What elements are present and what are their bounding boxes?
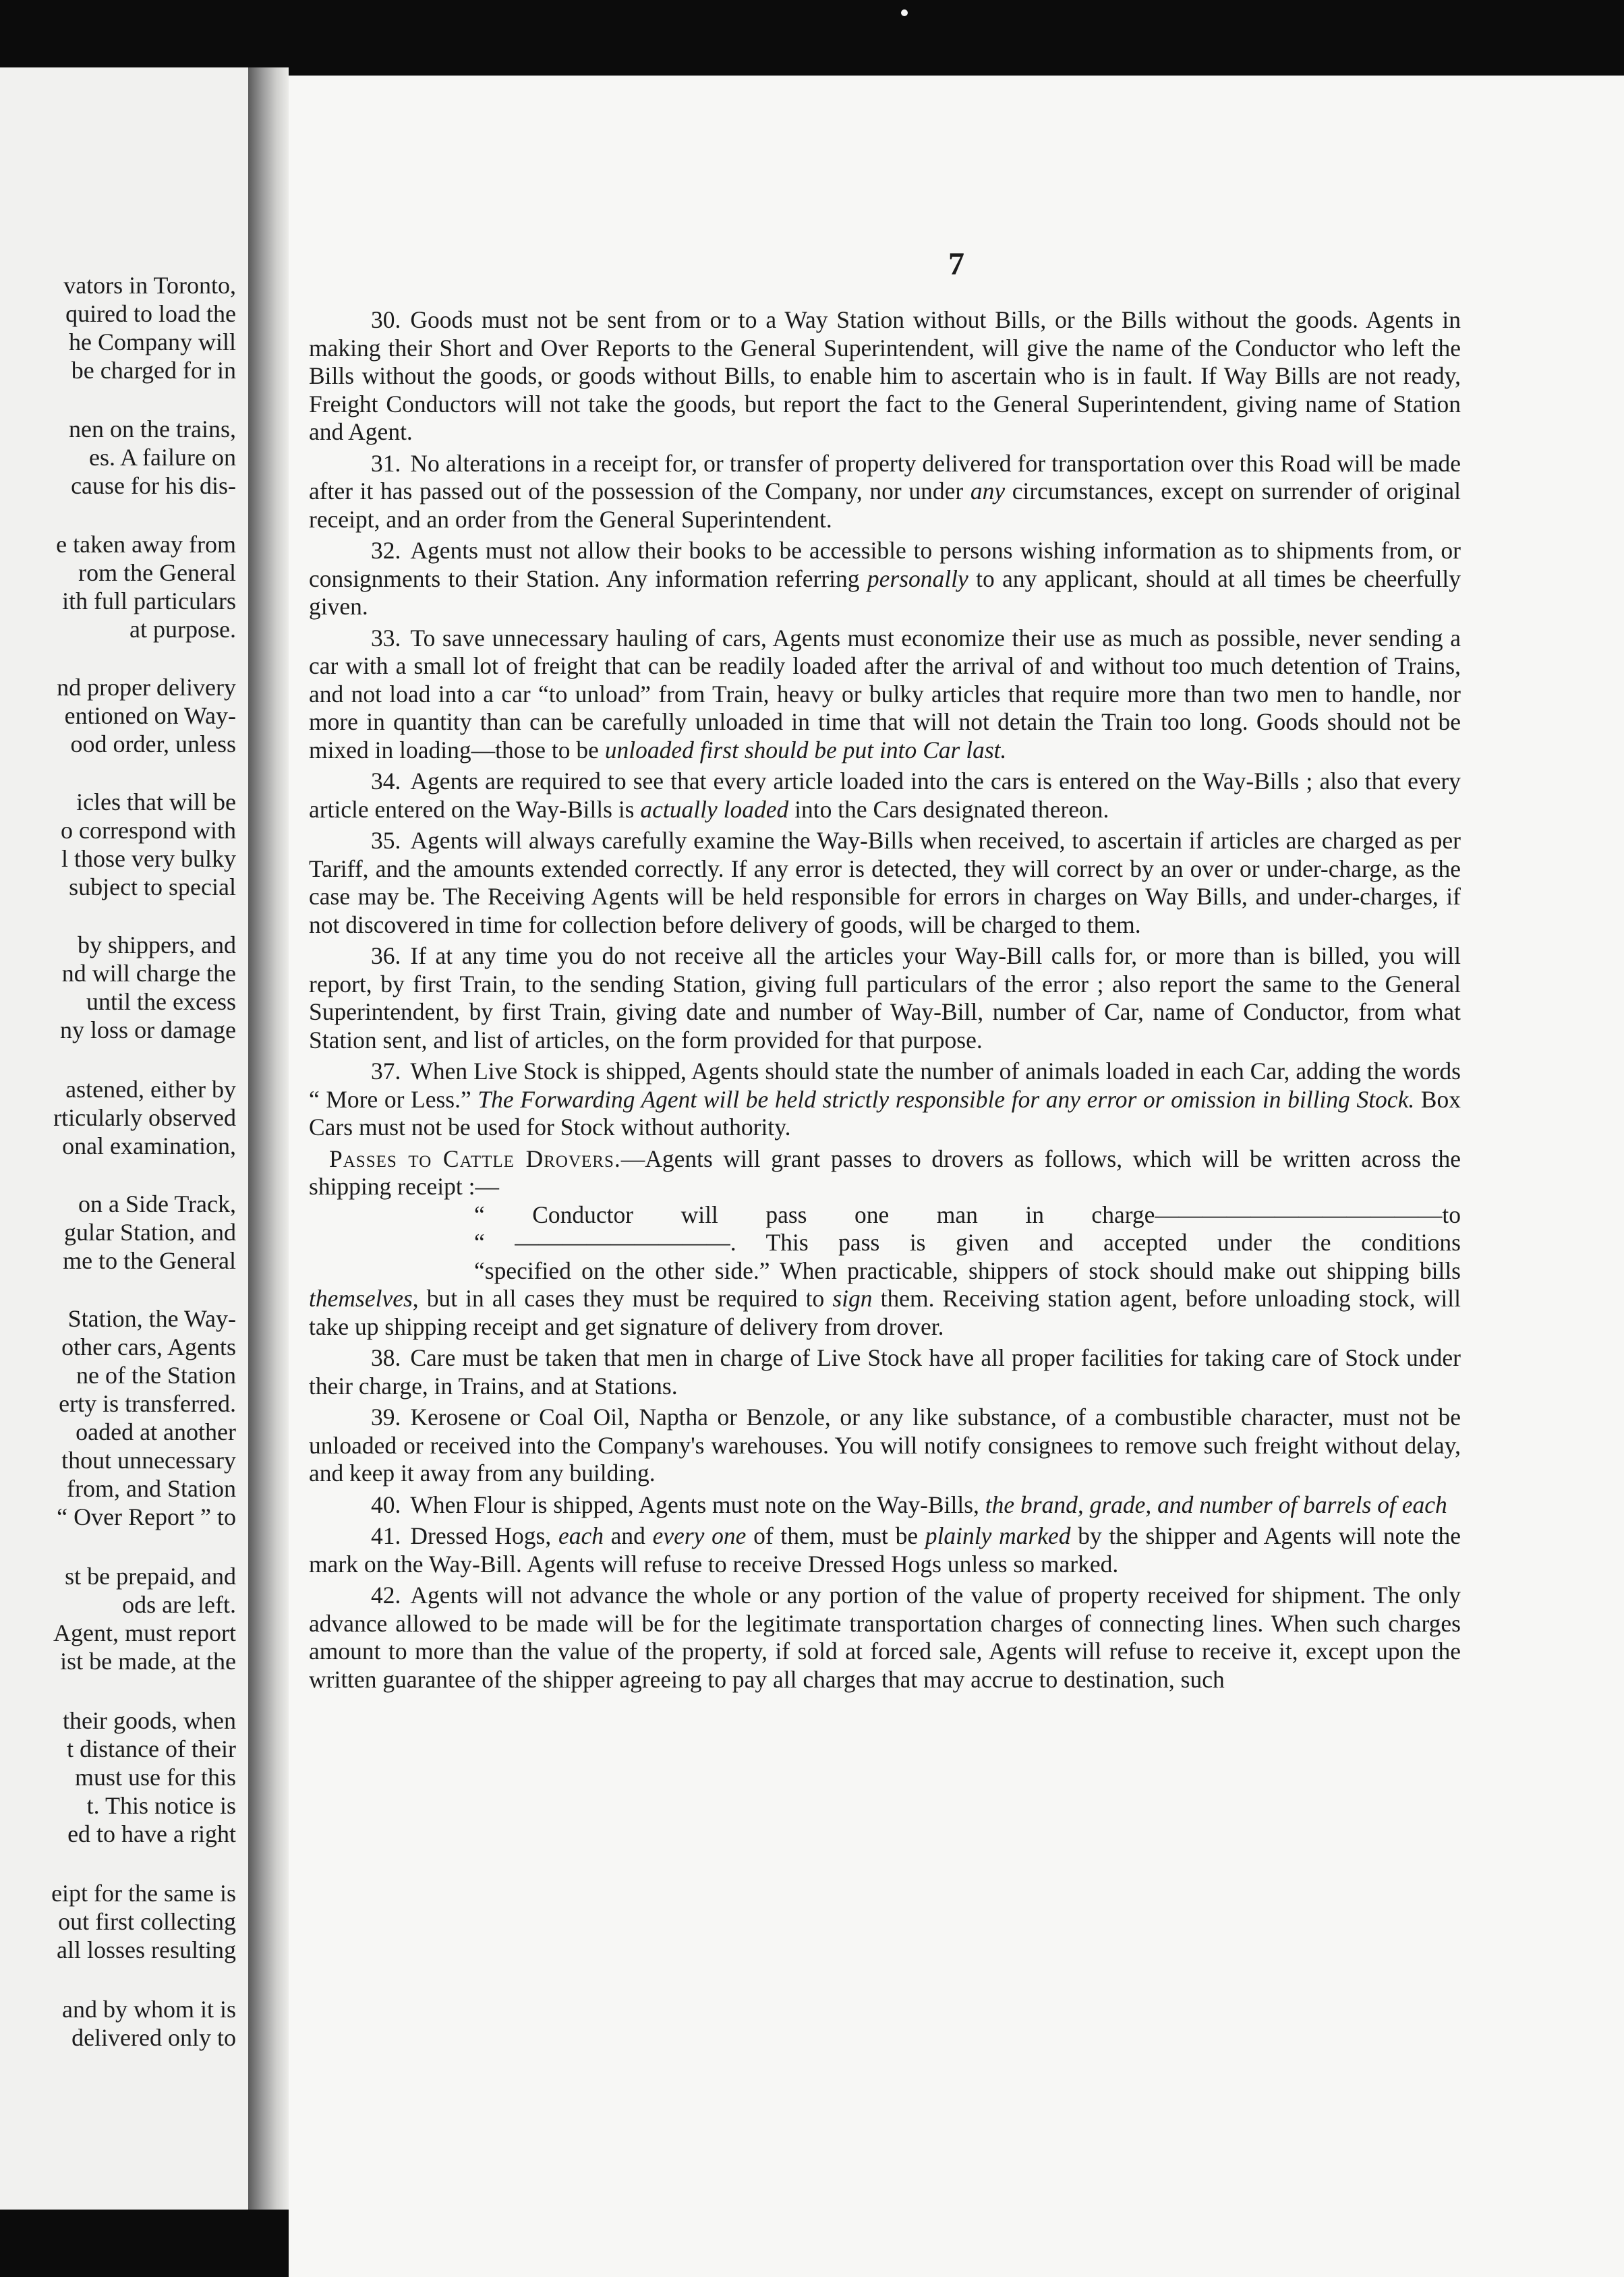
left-page-line: es. A failure on	[89, 444, 236, 471]
left-page-line: other cars, Agents	[61, 1333, 236, 1360]
left-page-line: t. This notice is	[86, 1792, 236, 1819]
left-page-line: be charged for in	[71, 357, 236, 384]
rule-number: 34.	[371, 768, 401, 795]
rule-number: 41.	[371, 1522, 401, 1549]
rule-text: Care must be taken that men in charge of Live Stock have all proper facilities for taking care of Stock under their charge, in Trains, and at Stations.	[309, 1344, 1461, 1400]
rule-text: circumstances, except on surrender of original receipt, and an order from the General Superintendent.	[309, 478, 1461, 533]
rule-number: 40.	[371, 1491, 401, 1518]
left-page-line: by shippers, and	[78, 931, 236, 958]
rule-text: Kerosene or Coal Oil, Naptha or Benzole, or any like substance, of a combustible character, must not be unloaded or received into the Company's warehouses. You will notify consignees to remove such freight without delay, and keep it away from any building.	[309, 1404, 1461, 1487]
rule-text: When Flour is shipped, Agents must note on the Way-Bills,	[410, 1491, 985, 1518]
rule-41	[309, 1522, 1461, 1578]
rule-text: Agents must not allow their books to be accessible to persons wishing information as to shipments from, or consignments to their Station. Any information referring	[309, 537, 1461, 592]
rule-text: into the Cars designated thereon.	[788, 795, 1109, 823]
rule-38	[309, 1344, 1461, 1400]
drovers-text-italic: sign	[832, 1285, 873, 1312]
left-page-line: Agent, must report	[53, 1619, 236, 1646]
rule-number: 36.	[371, 942, 401, 969]
left-page-line: on a Side Track,	[78, 1190, 236, 1217]
left-page-line: ods are left.	[122, 1591, 236, 1618]
rule-33	[309, 625, 1461, 765]
book-gutter	[248, 67, 289, 2210]
rule-text: Agents will always carefully examine the Way-Bills when received, to ascertain if articles are charged as per Tariff, and the amounts extended correctly. If any error is detected, they will correct by an over or under-charge, as the case may be. The Receiving Agents will be held responsible for errors in charges on Way Bills, and under-charges, if not discovered in time for collection before delivery of goods, will be charged to them.	[309, 827, 1461, 938]
left-page-line: rticularly observed	[53, 1104, 236, 1131]
rule-text: Dressed Hogs,	[410, 1522, 558, 1549]
left-page-line: oaded at another	[76, 1418, 236, 1445]
left-page-line: t distance of their	[67, 1735, 236, 1762]
left-page-line: and by whom it is	[62, 1996, 236, 2023]
left-page-line: rom the General	[78, 559, 236, 586]
rule-text: Agents are required to see that every article loaded into the cars is entered on the Way-Bills ; also that every article entered on the Way-Bills is	[309, 768, 1461, 823]
rule-42	[309, 1582, 1461, 1694]
left-page-line: Station, the Way-	[67, 1305, 236, 1332]
page-number: 7	[948, 246, 964, 282]
rule-number: 31.	[371, 449, 401, 477]
rule-text-italic: the brand, grade, and number of barrels of each	[985, 1491, 1447, 1518]
rule-number: 35.	[371, 827, 401, 854]
rule-number: 33.	[371, 624, 401, 652]
left-page-line: me to the General	[63, 1247, 236, 1274]
rule-number: 37.	[371, 1058, 401, 1085]
left-page-line: ood order, unless	[70, 730, 236, 757]
left-page-line: until the excess	[86, 988, 236, 1015]
rule-number: 38.	[371, 1344, 401, 1371]
left-page-line: onal examination,	[62, 1132, 236, 1159]
left-page-line: gular Station, and	[64, 1219, 236, 1246]
rule-text: No alterations in a receipt for, or transfer of property delivered for transportation over this Road will be made after it has passed out of the possession of the Company, nor under	[309, 449, 1461, 505]
rule-text-italic: The Forwarding Agent will be held strictly responsible for any error or omission in billing Stock.	[477, 1085, 1415, 1113]
left-page-line: their goods, when	[63, 1707, 236, 1734]
rule-number: 39.	[371, 1404, 401, 1431]
rule-30	[309, 306, 1461, 446]
rule-text-italic: any	[970, 478, 1006, 505]
rule-text-italic: each	[558, 1522, 604, 1549]
rule-text: Goods must not be sent from or to a Way Station without Bills, or the Bills without the goods. Agents in making their Short and Over Reports to the General Superintendent, will give the name of the Conductor who left the Bills without the goods, or goods without Bills, to enable him to ascertain who is in fault. If Way Bills are not ready, Freight Conductors will not take the goods, but report the fact to the General Superintendent, giving name of Station and Agent.	[309, 306, 1461, 445]
main-page	[289, 76, 1624, 2277]
scan-speck	[901, 9, 908, 16]
left-page-line: ed to have a right	[67, 1820, 236, 1847]
rule-text: and	[603, 1522, 653, 1549]
left-page-line: st be prepaid, and	[65, 1563, 236, 1590]
left-page-line: at purpose.	[129, 616, 236, 643]
rule-35	[309, 827, 1461, 939]
left-page-line: subject to special	[69, 873, 236, 900]
drovers-form-line-2: “ —————————. This pass is given and accepted under the conditions	[474, 1229, 1461, 1256]
rule-text: of them, must be	[746, 1522, 925, 1549]
drovers-intro: —Agents will grant passes to drovers as follows, which will be written across the shipping receipt :—	[309, 1145, 1461, 1200]
left-page-line: must use for this	[75, 1764, 236, 1791]
left-page-line: ith full particulars	[62, 587, 236, 614]
rule-text: Agents will not advance the whole or any portion of the value of property received for shipment. The only advance allowed to be made will be for the legitimate transportation charges of connecting lines. When such charges amount to more than the value of the property, if sold at forced sale, Agents will refuse to receive it, except upon the written guarantee of the shipper agreeing to pay all charges that may accrue to destination, such	[309, 1582, 1461, 1693]
rule-text: If at any time you do not receive all the articles your Way-Bill calls for, or more than is billed, you will report, by first Train, to the sending Station, giving full particulars of the error ; also report the same to the General Superintendent, by first Train, giving date and number of Way-Bill, number of Car, name of Conductor, from what Station sent, and list of articles, on the form provided for that purpose.	[309, 942, 1461, 1054]
rule-36	[309, 942, 1461, 1054]
rule-34	[309, 768, 1461, 824]
left-page-line: nen on the trains,	[69, 415, 236, 442]
left-page-line: out first collecting	[58, 1908, 236, 1935]
rule-40	[309, 1491, 1461, 1520]
left-page-line: icles that will be	[76, 788, 236, 815]
drovers-text-italic: themselves	[309, 1285, 413, 1312]
rule-39	[309, 1404, 1461, 1488]
left-page-line: cause for his dis-	[71, 472, 236, 499]
left-page-line: astened, either by	[65, 1076, 236, 1103]
rule-text: To save unnecessary hauling of cars, Agents must economize their use as much as possible, never sending a car with a small lot of freight that can be readily loaded after the arrival of and without too much detention of Trains, and not load into a car “to unload” from Train, heavy or bulky articles that require more than two men to handle, nor more in quantity than can be carefully unloaded in time that will not detain the Train too long. Goods should not be mixed in loading—those to be	[309, 624, 1461, 763]
left-page-line: thout unnecessary	[61, 1447, 236, 1474]
rule-text: Box Cars must not be used for Stock without authority.	[309, 1085, 1461, 1141]
rule-text: When Live Stock is shipped, Agents should state the number of animals loaded in each Car, adding the words “ More or Less.”	[309, 1058, 1461, 1113]
left-page-line: eipt for the same is	[51, 1880, 236, 1907]
drovers-text: , but in all cases they must be required to	[412, 1285, 833, 1312]
left-page-line: l those very bulky	[61, 845, 236, 872]
drovers-paragraph	[309, 1145, 1461, 1201]
left-page-line: quired to load the	[65, 300, 236, 327]
left-page-line: o correspond with	[61, 817, 236, 844]
drovers-text: them. Receiving station agent, before unloading stock, will take up shipping receipt and get signature of delivery from drover.	[309, 1285, 1461, 1340]
left-page-line: vators in Toronto,	[63, 272, 236, 299]
rule-text-italic: plainly marked	[925, 1522, 1071, 1549]
left-page-line: erty is transferred.	[59, 1390, 236, 1417]
left-page-line: nd will charge the	[61, 960, 236, 987]
rule-number: 42.	[371, 1582, 401, 1609]
left-page-line: he Company will	[69, 328, 236, 355]
left-page-line: ne of the Station	[76, 1362, 236, 1389]
rule-number: 32.	[371, 537, 401, 564]
drovers-form-line-1: “ Conductor will pass one man in charge————————————to	[474, 1201, 1461, 1228]
rule-text-italic: unloaded first should be put into Car last.	[604, 736, 1007, 763]
left-page-line: nd proper delivery	[57, 674, 236, 701]
left-page-line: entioned on Way-	[64, 702, 236, 729]
left-page-line: “ Over Report ” to	[57, 1503, 236, 1530]
left-page-line: e taken away from	[56, 531, 236, 558]
left-page-line: ny loss or damage	[60, 1016, 236, 1043]
drovers-text: “specified on the other side.” When practicable, shippers of stock should make out shipping bills	[474, 1257, 1461, 1284]
rule-text: by the shipper and Agents will note the mark on the Way-Bill. Agents will refuse to receive Dressed Hogs unless so marked.	[309, 1522, 1461, 1578]
rule-37	[309, 1058, 1461, 1142]
rule-text-italic: personally	[867, 565, 968, 592]
left-page-line: from, and Station	[67, 1475, 236, 1502]
left-page-line: delivered only to	[71, 2024, 236, 2051]
rule-32	[309, 537, 1461, 621]
left-page-line: ist be made, at the	[60, 1648, 236, 1675]
left-page-line: all losses resulting	[57, 1936, 236, 1963]
drovers-form-line-3	[309, 1257, 1461, 1342]
drovers-heading: Passes to Cattle Drovers.	[329, 1145, 621, 1172]
rule-text-italic: every one	[652, 1522, 747, 1549]
rule-text-italic: actually loaded	[640, 795, 789, 823]
rule-31	[309, 450, 1461, 534]
left-page-fragment	[0, 67, 248, 2210]
text-column	[309, 306, 1461, 1697]
rule-number: 30.	[371, 306, 401, 333]
rule-text: to any applicant, should at all times be cheerfully given.	[309, 565, 1461, 620]
